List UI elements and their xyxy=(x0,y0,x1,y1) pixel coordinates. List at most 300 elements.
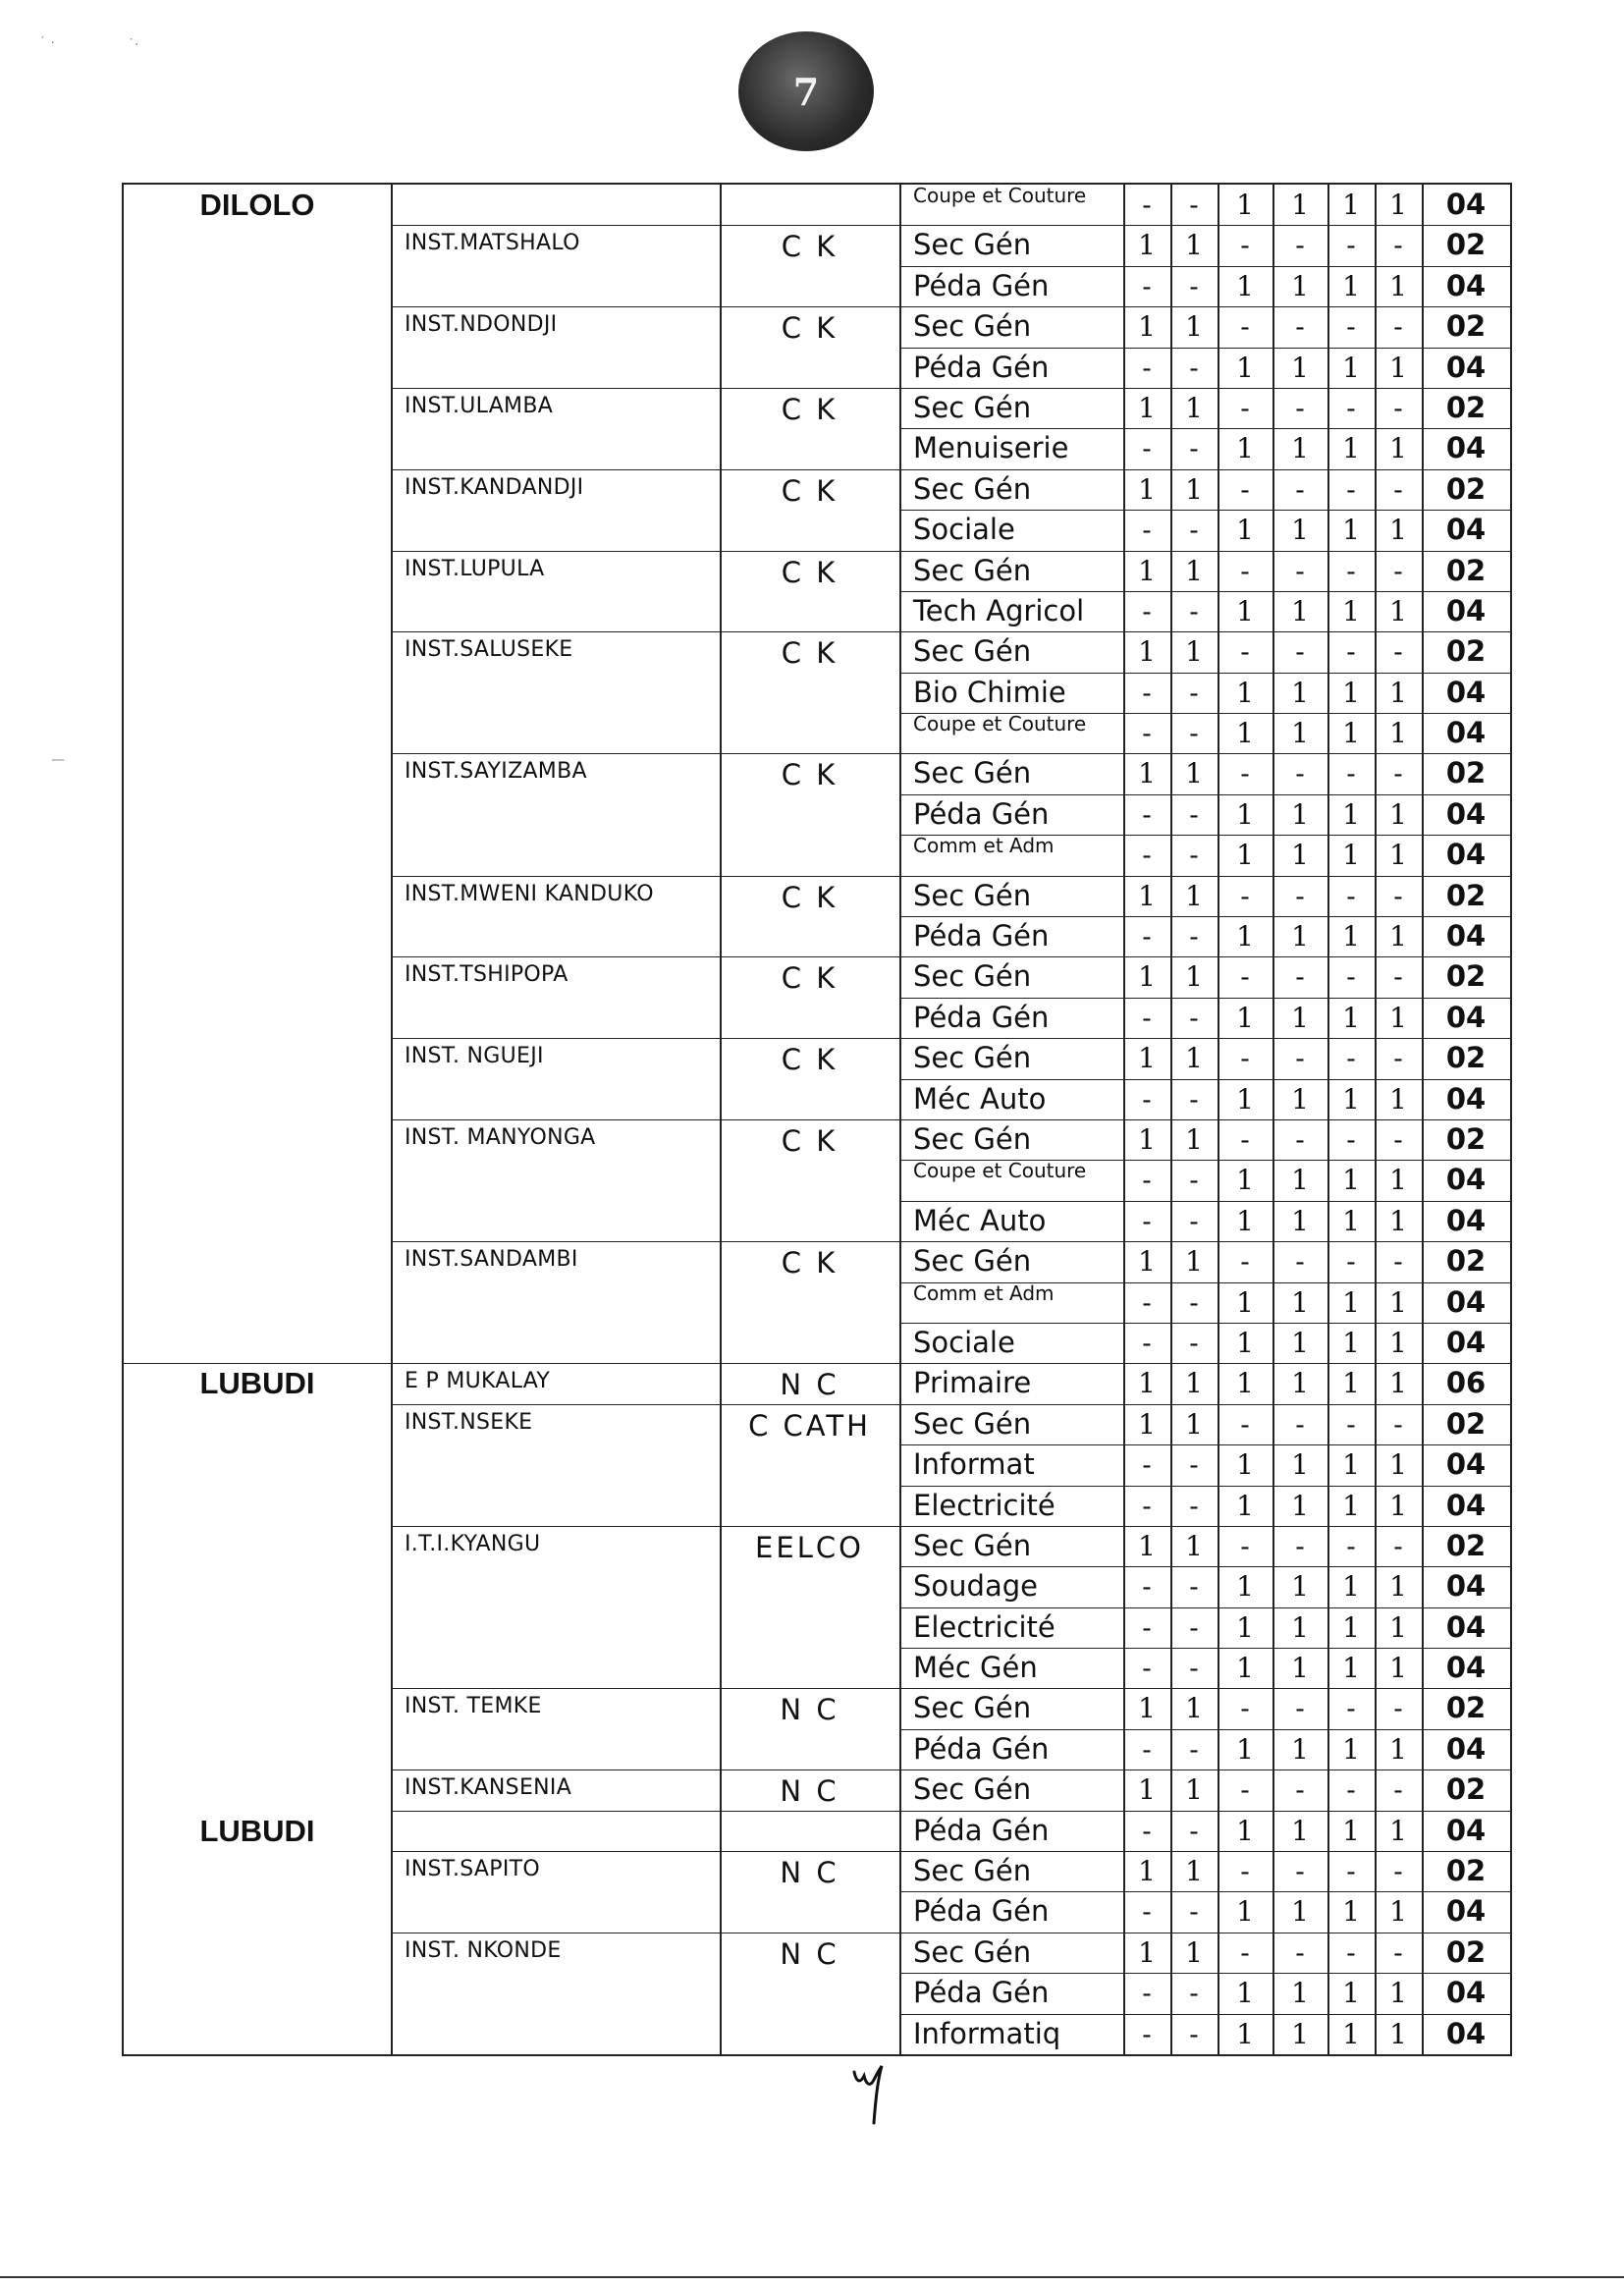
class-mark-cell: - xyxy=(1295,1773,1305,1807)
total-cell: 02 xyxy=(1445,1406,1487,1441)
class-mark-cell: 1 xyxy=(1389,1977,1407,2010)
school-regime: C K xyxy=(781,758,839,792)
class-mark-cell: 1 xyxy=(1236,1001,1254,1034)
school-name: INST.MATSHALO xyxy=(405,231,580,256)
class-mark-cell: 1 xyxy=(1236,1204,1254,1237)
class-mark-cell: - xyxy=(1346,554,1356,587)
option-cell: Sec Gén xyxy=(913,390,1032,424)
class-mark-cell: 1 xyxy=(1389,1570,1407,1604)
class-mark-cell: 1 xyxy=(1236,1367,1254,1400)
class-mark-cell: - xyxy=(1346,472,1356,506)
class-mark-cell: - xyxy=(1240,1123,1250,1156)
class-mark-cell: - xyxy=(1295,1245,1305,1279)
class-mark-cell: 1 xyxy=(1291,1895,1309,1929)
class-mark-cell: 1 xyxy=(1236,1489,1254,1522)
school-name: INST.NSEKE xyxy=(405,1409,533,1435)
class-mark-cell: - xyxy=(1393,757,1403,790)
class-mark-cell: - xyxy=(1189,1164,1199,1197)
class-mark-cell: - xyxy=(1295,757,1305,790)
class-mark-cell: 1 xyxy=(1138,1245,1156,1279)
class-mark-cell: 1 xyxy=(1236,1977,1254,2010)
option-cell: Péda Gén xyxy=(913,268,1050,302)
school-regime: C K xyxy=(781,1124,839,1158)
class-mark-cell: 1 xyxy=(1342,1652,1360,1685)
class-mark-cell: - xyxy=(1240,1407,1250,1441)
class-mark-cell: - xyxy=(1189,839,1199,872)
class-mark-cell: - xyxy=(1142,351,1152,384)
school-name: INST.MWENI KANDUKO xyxy=(405,881,654,906)
school-regime: C K xyxy=(781,1246,839,1280)
class-mark-cell: 1 xyxy=(1236,269,1254,302)
class-mark-cell: - xyxy=(1189,1814,1199,1847)
class-mark-cell: - xyxy=(1295,1407,1305,1441)
class-mark-cell: 1 xyxy=(1342,1204,1360,1237)
class-mark-cell: 1 xyxy=(1236,1732,1254,1766)
class-mark-cell: - xyxy=(1240,229,1250,262)
class-mark-cell: - xyxy=(1346,391,1356,424)
option-cell: Menuiserie xyxy=(913,431,1069,465)
class-mark-cell: - xyxy=(1240,1245,1250,1279)
class-mark-cell: 1 xyxy=(1236,1814,1254,1847)
class-mark-cell: - xyxy=(1346,1935,1356,1969)
class-mark-cell: - xyxy=(1346,1692,1356,1725)
class-mark-cell: 1 xyxy=(1185,1042,1203,1075)
class-mark-cell: 1 xyxy=(1389,1732,1407,1766)
total-cell: 02 xyxy=(1445,553,1487,587)
class-mark-cell: - xyxy=(1142,1164,1152,1197)
total-cell: 02 xyxy=(1445,959,1487,994)
school-name: INST. NGUEJI xyxy=(405,1044,544,1069)
total-cell: 02 xyxy=(1445,756,1487,790)
school-regime xyxy=(720,1813,899,1851)
class-mark-cell: 1 xyxy=(1236,797,1254,831)
class-mark-cell: - xyxy=(1189,717,1199,750)
class-mark-cell: 1 xyxy=(1342,1001,1360,1034)
class-mark-cell: - xyxy=(1295,1123,1305,1156)
page-number: 7 xyxy=(792,69,820,114)
footer-rule xyxy=(0,2276,1624,2278)
class-mark-cell: 1 xyxy=(1138,1367,1156,1400)
class-mark-cell: - xyxy=(1240,635,1250,669)
class-mark-cell: - xyxy=(1142,797,1152,831)
school-name: INST.KANDANDJI xyxy=(405,474,584,500)
class-mark-cell: 1 xyxy=(1389,432,1407,465)
option-cell: Sec Gén xyxy=(913,553,1032,587)
class-mark-cell: 1 xyxy=(1236,351,1254,384)
class-mark-cell: 1 xyxy=(1236,1164,1254,1197)
class-mark-cell: - xyxy=(1142,1448,1152,1482)
option-cell: Informat xyxy=(913,1447,1035,1482)
class-mark-cell: 1 xyxy=(1138,1773,1156,1807)
class-mark-cell: 1 xyxy=(1138,1529,1156,1562)
class-mark-cell: 1 xyxy=(1291,1570,1309,1604)
class-mark-cell: - xyxy=(1393,879,1403,912)
class-mark-cell: - xyxy=(1142,1001,1152,1034)
class-mark-cell: 1 xyxy=(1342,797,1360,831)
school-regime: C K xyxy=(781,961,839,996)
total-cell: 04 xyxy=(1445,919,1487,953)
school-regime: C K xyxy=(781,311,839,346)
option-cell: Sec Gén xyxy=(913,1122,1032,1156)
class-mark-cell: - xyxy=(1295,472,1305,506)
option-cell: Sec Gén xyxy=(913,878,1032,912)
class-mark-cell: 1 xyxy=(1342,1164,1360,1197)
school-regime: C K xyxy=(781,1043,839,1077)
option-cell: Coupe et Couture xyxy=(913,712,1087,736)
option-cell: Sec Gén xyxy=(913,1041,1032,1075)
school-regime: N C xyxy=(780,1856,839,1890)
class-mark-cell: 1 xyxy=(1291,1610,1309,1644)
class-mark-cell: 1 xyxy=(1291,1285,1309,1319)
school-name: INST.SAPITO xyxy=(405,1857,540,1882)
total-cell: 02 xyxy=(1445,390,1487,424)
class-mark-cell: 1 xyxy=(1291,1001,1309,1034)
class-mark-cell: 1 xyxy=(1236,2017,1254,2050)
option-cell: Tech Agricol xyxy=(913,593,1085,627)
class-mark-cell: - xyxy=(1240,1773,1250,1807)
option-cell: Péda Gén xyxy=(913,1000,1050,1034)
school-regime: N C xyxy=(780,1936,839,1971)
class-mark-cell: 1 xyxy=(1236,676,1254,709)
class-mark-cell: - xyxy=(1393,472,1403,506)
school-name: INST.LUPULA xyxy=(405,556,545,581)
class-mark-cell: 1 xyxy=(1185,879,1203,912)
class-mark-cell: 1 xyxy=(1185,229,1203,262)
class-mark-cell: 1 xyxy=(1389,189,1407,221)
option-cell: Péda Gén xyxy=(913,1894,1050,1929)
class-mark-cell: - xyxy=(1346,1245,1356,1279)
total-cell: 02 xyxy=(1445,1528,1487,1562)
class-mark-cell: 1 xyxy=(1342,1570,1360,1604)
class-mark-cell: - xyxy=(1189,1610,1199,1644)
option-cell: Soudage xyxy=(913,1569,1038,1604)
class-mark-cell: 1 xyxy=(1236,1570,1254,1604)
total-cell: 04 xyxy=(1445,716,1487,750)
school-name: INST.TSHIPOPA xyxy=(405,962,568,988)
class-mark-cell: 1 xyxy=(1138,1123,1156,1156)
class-mark-cell: 1 xyxy=(1342,1285,1360,1319)
class-mark-cell: 1 xyxy=(1389,1814,1407,1847)
total-cell: 04 xyxy=(1445,350,1487,384)
class-mark-cell: - xyxy=(1346,1855,1356,1888)
total-cell: 04 xyxy=(1445,1325,1487,1359)
school-regime: EELCO xyxy=(755,1530,864,1564)
class-mark-cell: - xyxy=(1393,960,1403,994)
class-mark-cell: 1 xyxy=(1291,189,1309,221)
class-mark-cell: 1 xyxy=(1185,635,1203,669)
class-mark-cell: 1 xyxy=(1342,676,1360,709)
class-mark-cell: - xyxy=(1142,1732,1152,1766)
class-mark-cell: - xyxy=(1346,1407,1356,1441)
class-mark-cell: 1 xyxy=(1291,676,1309,709)
total-cell: 04 xyxy=(1445,675,1487,709)
option-cell: Méc Auto xyxy=(913,1203,1047,1237)
class-mark-cell: 1 xyxy=(1185,1529,1203,1562)
class-mark-cell: - xyxy=(1142,2017,1152,2050)
school-name: INST.SANDAMBI xyxy=(405,1247,578,1273)
total-cell: 02 xyxy=(1445,1122,1487,1156)
class-mark-cell: - xyxy=(1189,1732,1199,1766)
option-cell: Péda Gén xyxy=(913,919,1050,953)
class-mark-cell: 1 xyxy=(1185,1245,1203,1279)
class-mark-cell: 1 xyxy=(1389,1610,1407,1644)
class-mark-cell: - xyxy=(1189,1570,1199,1604)
class-mark-cell: 1 xyxy=(1389,839,1407,872)
school-name: INST. NKONDE xyxy=(405,1937,562,1963)
school-regime xyxy=(720,187,899,225)
class-mark-cell: - xyxy=(1189,920,1199,953)
class-mark-cell: - xyxy=(1142,1326,1152,1359)
class-mark-cell: - xyxy=(1393,1123,1403,1156)
class-mark-cell: - xyxy=(1295,1935,1305,1969)
class-mark-cell: - xyxy=(1189,676,1199,709)
class-mark-cell: 1 xyxy=(1138,310,1156,344)
class-mark-cell: 1 xyxy=(1185,960,1203,994)
class-mark-cell: - xyxy=(1295,554,1305,587)
class-mark-cell: - xyxy=(1393,1692,1403,1725)
total-cell: 04 xyxy=(1445,1203,1487,1237)
class-mark-cell: 1 xyxy=(1236,717,1254,750)
class-mark-cell: 1 xyxy=(1138,757,1156,790)
class-mark-cell: - xyxy=(1142,1285,1152,1319)
class-mark-cell: - xyxy=(1393,1773,1403,1807)
class-mark-cell: - xyxy=(1142,676,1152,709)
class-mark-cell: 1 xyxy=(1291,2017,1309,2050)
class-mark-cell: - xyxy=(1346,960,1356,994)
option-cell: Informatiq xyxy=(913,2016,1061,2050)
class-mark-cell: - xyxy=(1240,310,1250,344)
class-mark-cell: 1 xyxy=(1185,1407,1203,1441)
region-name: LUBUDI xyxy=(199,1813,315,1848)
class-mark-cell: 1 xyxy=(1138,1935,1156,1969)
class-mark-cell: 1 xyxy=(1138,960,1156,994)
class-mark-cell: 1 xyxy=(1236,1652,1254,1685)
class-mark-cell: 1 xyxy=(1342,1814,1360,1847)
class-mark-cell: 1 xyxy=(1185,554,1203,587)
total-cell: 04 xyxy=(1445,1081,1487,1116)
class-mark-cell: - xyxy=(1142,1082,1152,1116)
total-cell: 04 xyxy=(1445,1488,1487,1522)
class-mark-cell: 1 xyxy=(1291,1448,1309,1482)
class-mark-cell: 1 xyxy=(1185,1123,1203,1156)
total-cell: 04 xyxy=(1445,1976,1487,2010)
class-mark-cell: 1 xyxy=(1291,514,1309,547)
total-cell: 02 xyxy=(1445,228,1487,262)
school-name: INST.ULAMBA xyxy=(405,393,554,418)
class-mark-cell: - xyxy=(1295,1529,1305,1562)
class-mark-cell: 1 xyxy=(1389,1285,1407,1319)
school-regime: N C xyxy=(780,1368,839,1402)
class-mark-cell: - xyxy=(1189,1448,1199,1482)
option-cell: Sec Gén xyxy=(913,1854,1032,1888)
class-mark-cell: - xyxy=(1142,189,1152,221)
class-mark-cell: 1 xyxy=(1236,189,1254,221)
class-mark-cell: 1 xyxy=(1389,1082,1407,1116)
class-mark-cell: - xyxy=(1189,1001,1199,1034)
option-cell: Sec Gén xyxy=(913,634,1032,669)
class-mark-cell: 1 xyxy=(1342,1326,1360,1359)
class-mark-cell: - xyxy=(1393,1935,1403,1969)
class-mark-cell: - xyxy=(1393,1407,1403,1441)
class-mark-cell: - xyxy=(1393,1529,1403,1562)
class-mark-cell: 1 xyxy=(1291,594,1309,627)
class-mark-cell: 1 xyxy=(1389,1164,1407,1197)
total-cell: 04 xyxy=(1445,1731,1487,1766)
class-mark-cell: - xyxy=(1189,1326,1199,1359)
class-mark-cell: 1 xyxy=(1138,1407,1156,1441)
class-mark-cell: - xyxy=(1393,1042,1403,1075)
scan-speck: ˙ · xyxy=(39,35,55,51)
class-mark-cell: - xyxy=(1189,797,1199,831)
option-cell: Sec Gén xyxy=(913,471,1032,506)
total-cell: 04 xyxy=(1445,796,1487,831)
total-cell: 04 xyxy=(1445,188,1487,221)
class-mark-cell: 1 xyxy=(1342,1732,1360,1766)
class-mark-cell: 1 xyxy=(1236,1082,1254,1116)
class-mark-cell: - xyxy=(1142,1652,1152,1685)
class-mark-cell: 1 xyxy=(1291,1732,1309,1766)
school-regime: C K xyxy=(781,880,839,914)
class-mark-cell: - xyxy=(1295,1692,1305,1725)
school-name xyxy=(405,191,714,225)
class-mark-cell: 1 xyxy=(1291,797,1309,831)
class-mark-cell: 1 xyxy=(1389,920,1407,953)
class-mark-cell: - xyxy=(1240,1042,1250,1075)
class-mark-cell: - xyxy=(1240,472,1250,506)
class-mark-cell: 1 xyxy=(1342,1367,1360,1400)
option-cell: Sec Gén xyxy=(913,1772,1032,1807)
total-cell: 02 xyxy=(1445,1934,1487,1969)
total-cell: 04 xyxy=(1445,1894,1487,1929)
scan-speck: — xyxy=(51,752,65,768)
class-mark-cell: - xyxy=(1346,229,1356,262)
class-mark-cell: 1 xyxy=(1342,717,1360,750)
school-name: INST.NDONDJI xyxy=(405,312,558,338)
school-regime: C K xyxy=(781,230,839,264)
class-mark-cell: - xyxy=(1240,554,1250,587)
class-mark-cell: 1 xyxy=(1342,1489,1360,1522)
class-mark-cell: 1 xyxy=(1389,1326,1407,1359)
class-mark-cell: - xyxy=(1189,594,1199,627)
class-mark-cell: - xyxy=(1393,635,1403,669)
class-mark-cell: 1 xyxy=(1342,2017,1360,2050)
total-cell: 06 xyxy=(1445,1366,1487,1400)
class-mark-cell: - xyxy=(1142,514,1152,547)
class-mark-cell: - xyxy=(1142,920,1152,953)
class-mark-cell: 1 xyxy=(1291,1204,1309,1237)
class-mark-cell: 1 xyxy=(1291,1326,1309,1359)
option-cell: Sec Gén xyxy=(913,1528,1032,1562)
option-cell: Sociale xyxy=(913,513,1015,547)
class-mark-cell: - xyxy=(1346,879,1356,912)
class-mark-cell: 1 xyxy=(1342,1448,1360,1482)
class-mark-cell: 1 xyxy=(1138,1042,1156,1075)
class-mark-cell: 1 xyxy=(1236,1610,1254,1644)
total-cell: 02 xyxy=(1445,878,1487,912)
school-name xyxy=(405,1817,714,1851)
class-mark-cell: 1 xyxy=(1342,1082,1360,1116)
class-mark-cell: 1 xyxy=(1138,1692,1156,1725)
total-cell: 04 xyxy=(1445,1447,1487,1482)
class-mark-cell: - xyxy=(1295,879,1305,912)
class-mark-cell: - xyxy=(1142,432,1152,465)
class-mark-cell: 1 xyxy=(1291,839,1309,872)
total-cell: 04 xyxy=(1445,1569,1487,1604)
class-mark-cell: - xyxy=(1189,1895,1199,1929)
class-mark-cell: - xyxy=(1295,635,1305,669)
option-cell: Péda Gén xyxy=(913,1731,1050,1766)
total-cell: 02 xyxy=(1445,1772,1487,1807)
class-mark-cell: 1 xyxy=(1138,635,1156,669)
class-mark-cell: - xyxy=(1240,1692,1250,1725)
option-cell: Comm et Adm xyxy=(913,834,1055,858)
class-mark-cell: - xyxy=(1142,1895,1152,1929)
class-mark-cell: - xyxy=(1240,1529,1250,1562)
class-mark-cell: 1 xyxy=(1138,472,1156,506)
class-mark-cell: 1 xyxy=(1389,1204,1407,1237)
total-cell: 04 xyxy=(1445,1284,1487,1319)
class-mark-cell: 1 xyxy=(1236,839,1254,872)
class-mark-cell: 1 xyxy=(1185,391,1203,424)
class-mark-cell: 1 xyxy=(1236,432,1254,465)
total-cell: 04 xyxy=(1445,838,1487,872)
class-mark-cell: 1 xyxy=(1291,351,1309,384)
class-mark-cell: - xyxy=(1189,269,1199,302)
class-mark-cell: - xyxy=(1189,432,1199,465)
total-cell: 02 xyxy=(1445,1854,1487,1888)
total-cell: 04 xyxy=(1445,1813,1487,1847)
total-cell: 04 xyxy=(1445,268,1487,302)
class-mark-cell: 1 xyxy=(1389,717,1407,750)
option-cell: Péda Gén xyxy=(913,1813,1050,1847)
class-mark-cell: 1 xyxy=(1138,1855,1156,1888)
class-mark-cell: - xyxy=(1295,391,1305,424)
class-mark-cell: - xyxy=(1295,229,1305,262)
total-cell: 04 xyxy=(1445,431,1487,465)
option-cell: Péda Gén xyxy=(913,796,1050,831)
class-mark-cell: - xyxy=(1142,839,1152,872)
option-cell: Méc Gén xyxy=(913,1651,1038,1685)
class-mark-cell: - xyxy=(1189,1204,1199,1237)
option-cell: Coupe et Couture xyxy=(913,184,1087,207)
class-mark-cell: 1 xyxy=(1138,554,1156,587)
class-mark-cell: 1 xyxy=(1389,594,1407,627)
class-mark-cell: - xyxy=(1142,1977,1152,2010)
option-cell: Péda Gén xyxy=(913,1976,1050,2010)
class-mark-cell: - xyxy=(1393,554,1403,587)
school-regime: C K xyxy=(781,392,839,426)
class-mark-cell: - xyxy=(1142,717,1152,750)
region-name: LUBUDI xyxy=(199,1366,315,1401)
class-mark-cell: 1 xyxy=(1389,514,1407,547)
class-mark-cell: 1 xyxy=(1236,1326,1254,1359)
class-mark-cell: 1 xyxy=(1389,676,1407,709)
option-cell: Méc Auto xyxy=(913,1081,1047,1116)
class-mark-cell: - xyxy=(1346,1773,1356,1807)
class-mark-cell: 1 xyxy=(1291,269,1309,302)
school-name: E P MUKALAY xyxy=(405,1369,551,1394)
class-mark-cell: 1 xyxy=(1291,1082,1309,1116)
class-mark-cell: - xyxy=(1393,310,1403,344)
class-mark-cell: 1 xyxy=(1236,1448,1254,1482)
total-cell: 02 xyxy=(1445,1244,1487,1279)
class-mark-cell: - xyxy=(1240,757,1250,790)
school-name: INST. MANYONGA xyxy=(405,1125,596,1150)
total-cell: 04 xyxy=(1445,1651,1487,1685)
total-cell: 04 xyxy=(1445,2016,1487,2050)
signature-mark xyxy=(844,2058,903,2129)
class-mark-cell: 1 xyxy=(1342,189,1360,221)
